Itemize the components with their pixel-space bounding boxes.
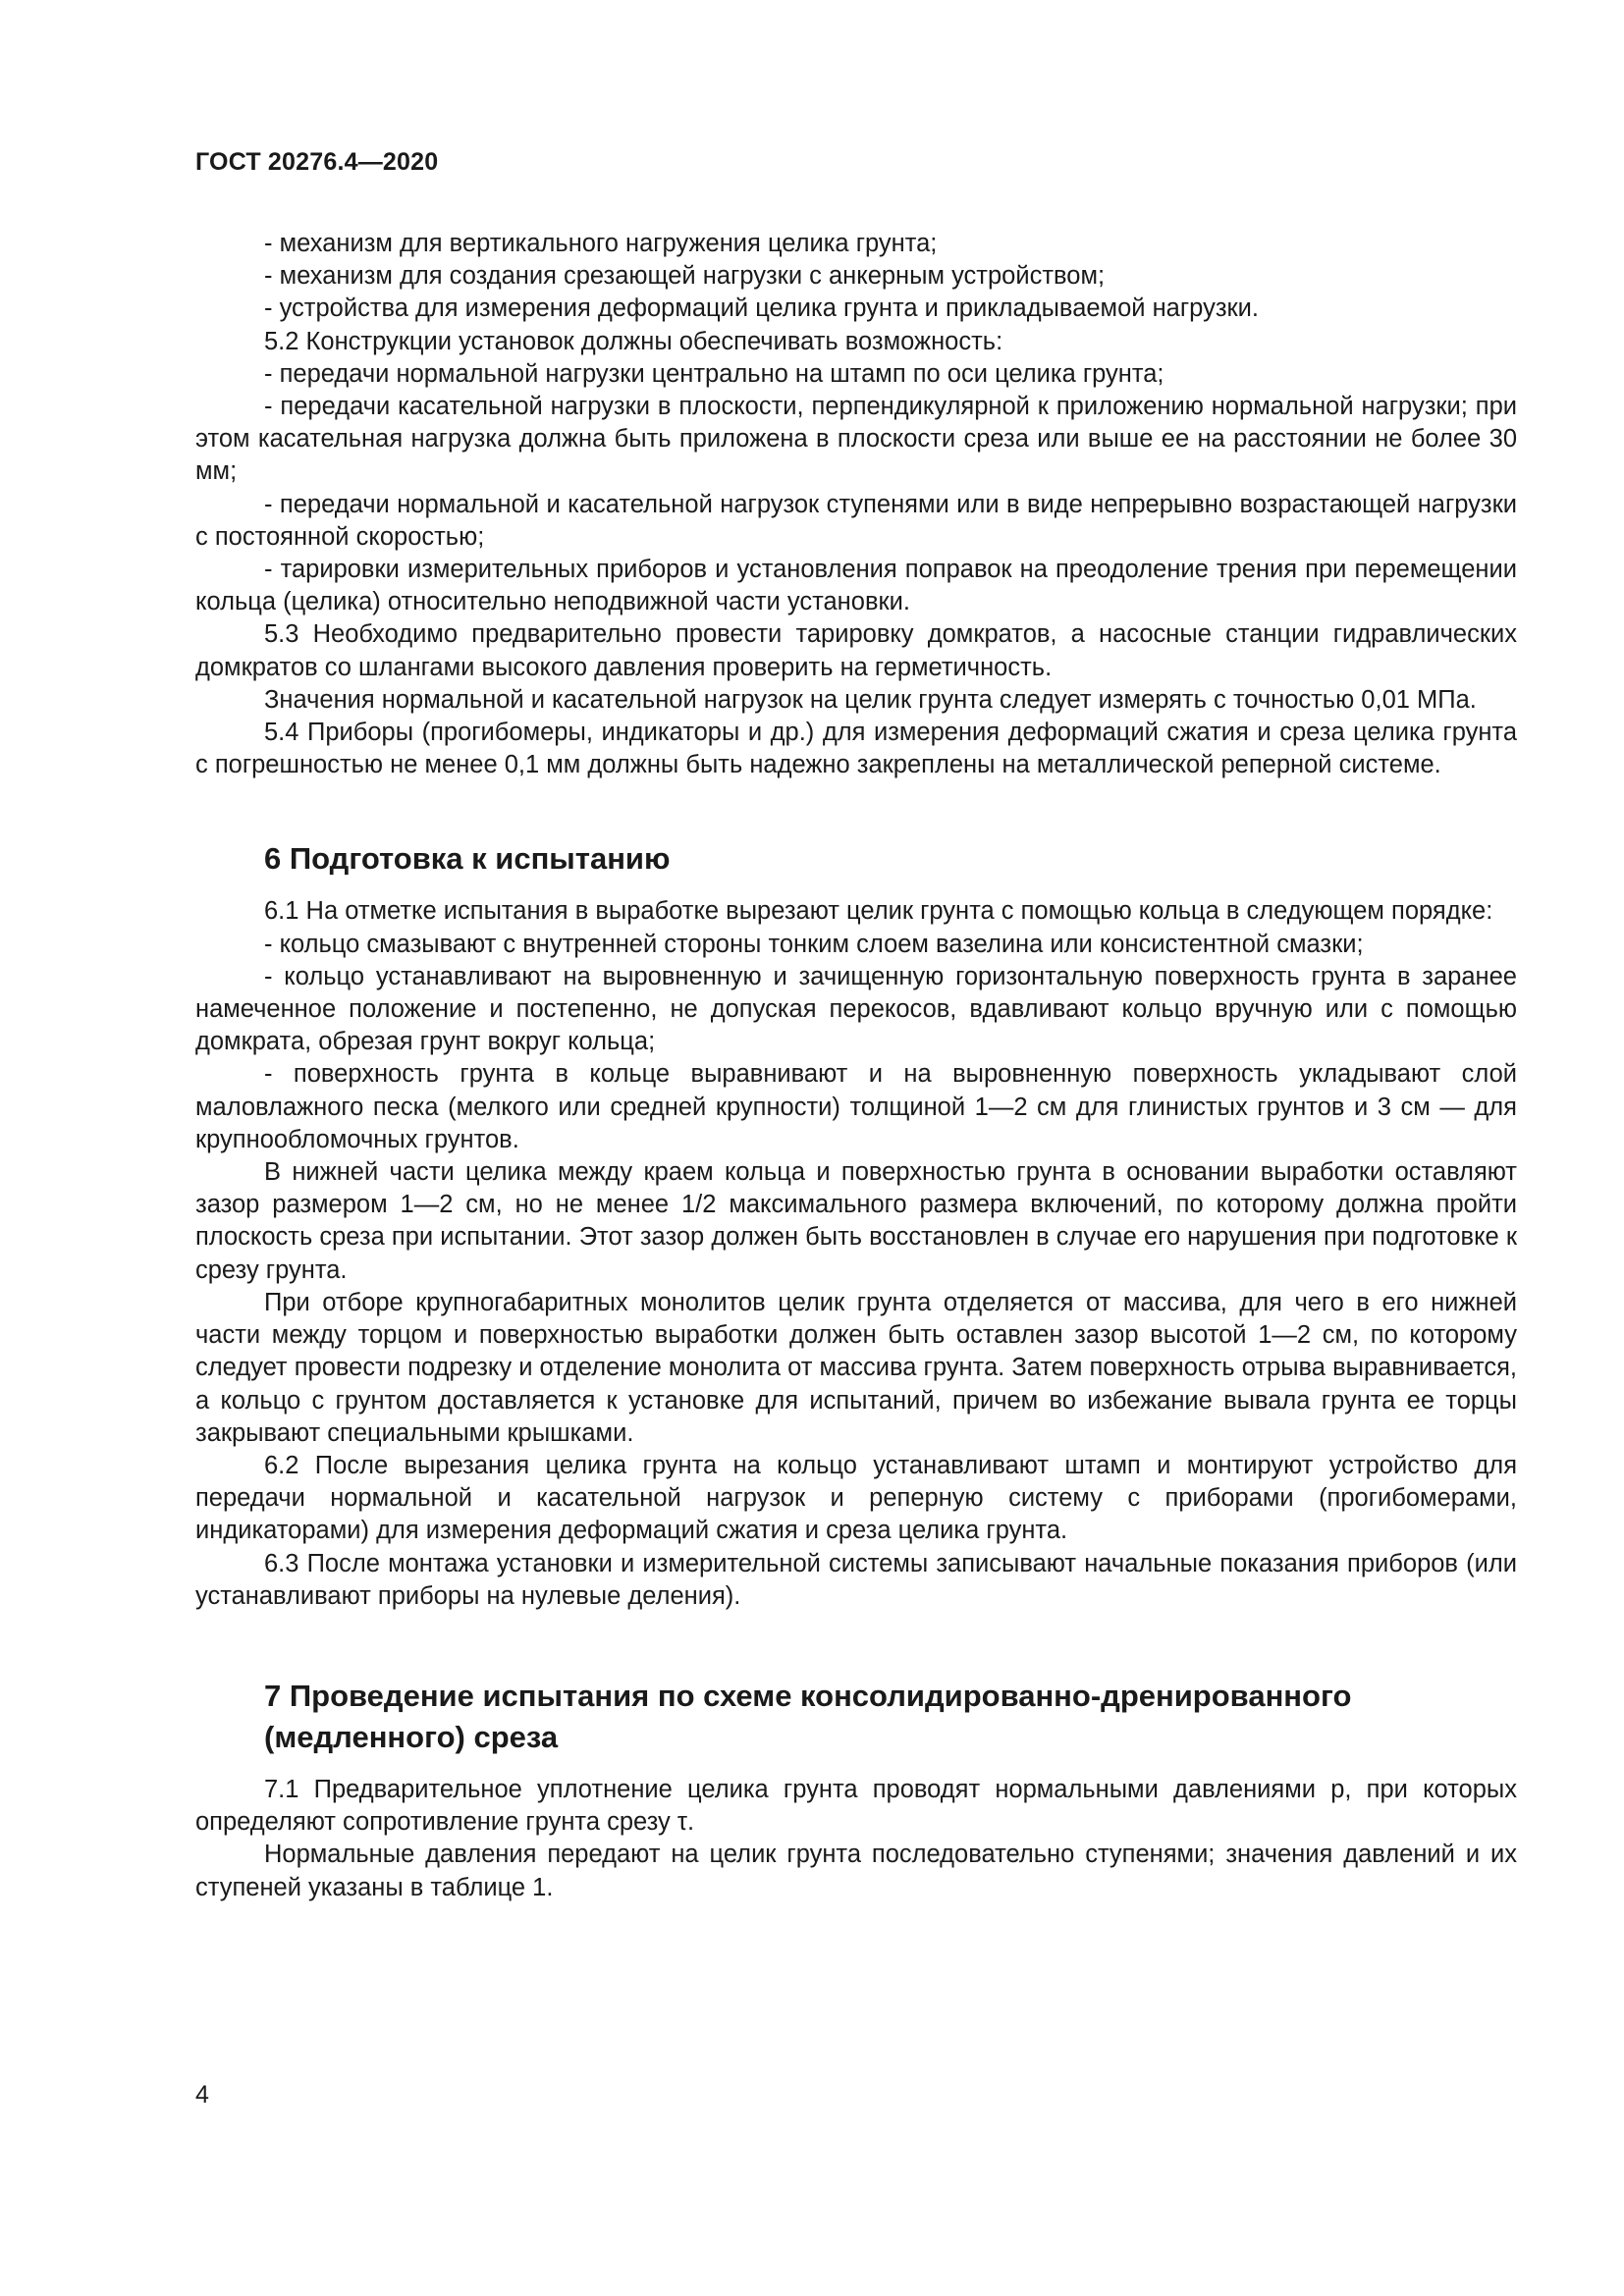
section6-heading: 6 Подготовка к испытанию [264, 841, 671, 877]
document-id: ГОСТ 20276.4—2020 [195, 148, 439, 176]
section6-body [195, 895, 1517, 1612]
paragraph: 6.1 На отметке испытания в выработке вырезают целик грунта с помощью кольца в следующем порядке: [264, 897, 1493, 926]
paragraph: Значения нормальной и касательной нагрузок на целик грунта следует измерять с точностью 0,01 МПа. [264, 685, 1477, 714]
paragraph: 5.3 Необходимо предварительно провести тарировку домкратов, а насосные станции гидравлических домкратов со шлангами высокого давления проверить на герметичность. [195, 620, 1517, 681]
paragraph: - передачи нормальной и касательной нагрузок ступенями или в виде непрерывно возрастающей нагрузки с постоянной скоростью; [195, 490, 1517, 551]
page-number: 4 [195, 2081, 209, 2109]
section7-body [195, 1774, 1517, 1904]
page-content [195, 228, 1517, 1904]
paragraph: - устройства для измерения деформаций целика грунта и прикладываемой нагрузки. [264, 294, 1259, 323]
paragraph: - передачи нормальной нагрузки центрально на штамп по оси целика грунта; [264, 359, 1164, 388]
paragraph: - кольцо устанавливают на выровненную и зачищенную горизонтальную поверхность грунта в заранее намеченное положение и постепенно, не допуская перекосов, вдавливают кольцо вручную или с помощью домкрата, обрезая грунт вокруг кольца; [195, 962, 1517, 1056]
paragraph: 6.3 После монтажа установки и измерительной системы записывают начальные показания приборов (или устанавливают приборы на нулевые деления). [195, 1549, 1517, 1610]
paragraph: - механизм для создания срезающей нагрузки с анкерным устройством; [264, 262, 1106, 291]
paragraph: - тарировки измерительных приборов и установления поправок на преодоление трения при перемещении кольца (целика) относительно неподвижной части установки. [195, 556, 1517, 616]
paragraph: В нижней части целика между краем кольца и поверхностью грунта в основании выработки оставляют зазор размером 1—2 см, но не менее 1/2 максимального размера включений, по которому должна пройти плоскость среза при испытании. Этот зазор должен быть восстановлен в случае его нарушения при подготовке к срезу грунта. [195, 1158, 1517, 1284]
paragraph: - кольцо смазывают с внутренней стороны тонким слоем вазелина или консистентной смазки; [264, 930, 1364, 958]
section7-heading: 7 Проведение испытания по схеме консолидированно-дренированного (медленного) среза [264, 1678, 1352, 1754]
paragraph: Нормальные давления передают на целик грунта последовательно ступенями; значения давлений и их ступеней указаны в таблице 1. [195, 1841, 1517, 1901]
paragraph: - передачи касательной нагрузки в плоскости, перпендикулярной к приложению нормальной нагрузки; при этом касательная нагрузка должна быть приложена в плоскости среза или выше ее на расстоянии не более 30 мм; [195, 393, 1517, 486]
paragraph: 5.2 Конструкции установок должны обеспечивать возможность: [264, 327, 1003, 355]
paragraph: При отборе крупногабаритных монолитов целик грунта отделяется от массива, для чего в его нижней части между торцом и поверхностью выработки должен быть оставлен зазор высотой 1—2 см, по которому следует провести подрезку и отделение монолита от массива грунта. Затем поверхность отрыва выравнивается, а кольцо с грунтом доставляется к установке для испытаний, причем во избежание вывала грунта ее торцы закрывают специальными крышками. [195, 1288, 1517, 1447]
paragraph: 6.2 После вырезания целика грунта на кольцо устанавливают штамп и монтируют устройство для передачи нормальной и касательной нагрузок и реперную систему с приборами (прогибомерами, индикаторами) для измерения деформаций сжатия и среза целика грунта. [195, 1451, 1517, 1545]
section5-continuation [195, 228, 1517, 781]
paragraph: 5.4 Приборы (прогибомеры, индикаторы и др.) для измерения деформаций сжатия и среза целика грунта с погрешностью не менее 0,1 мм должны быть надежно закреплены на металлической реперной системе. [195, 719, 1517, 779]
paragraph: 7.1 Предварительное уплотнение целика грунта проводят нормальными давлениями p, при которых определяют сопротивление грунта срезу τ. [195, 1775, 1517, 1837]
paragraph: - поверхность грунта в кольце выравнивают и на выровненную поверхность укладывают слой маловлажного песка (мелкого или средней крупности) толщиной 1—2 см для глинистых грунтов и 3 см — для крупнообломочных грунтов. [195, 1060, 1517, 1153]
paragraph: - механизм для вертикального нагружения целика грунта; [264, 230, 938, 257]
